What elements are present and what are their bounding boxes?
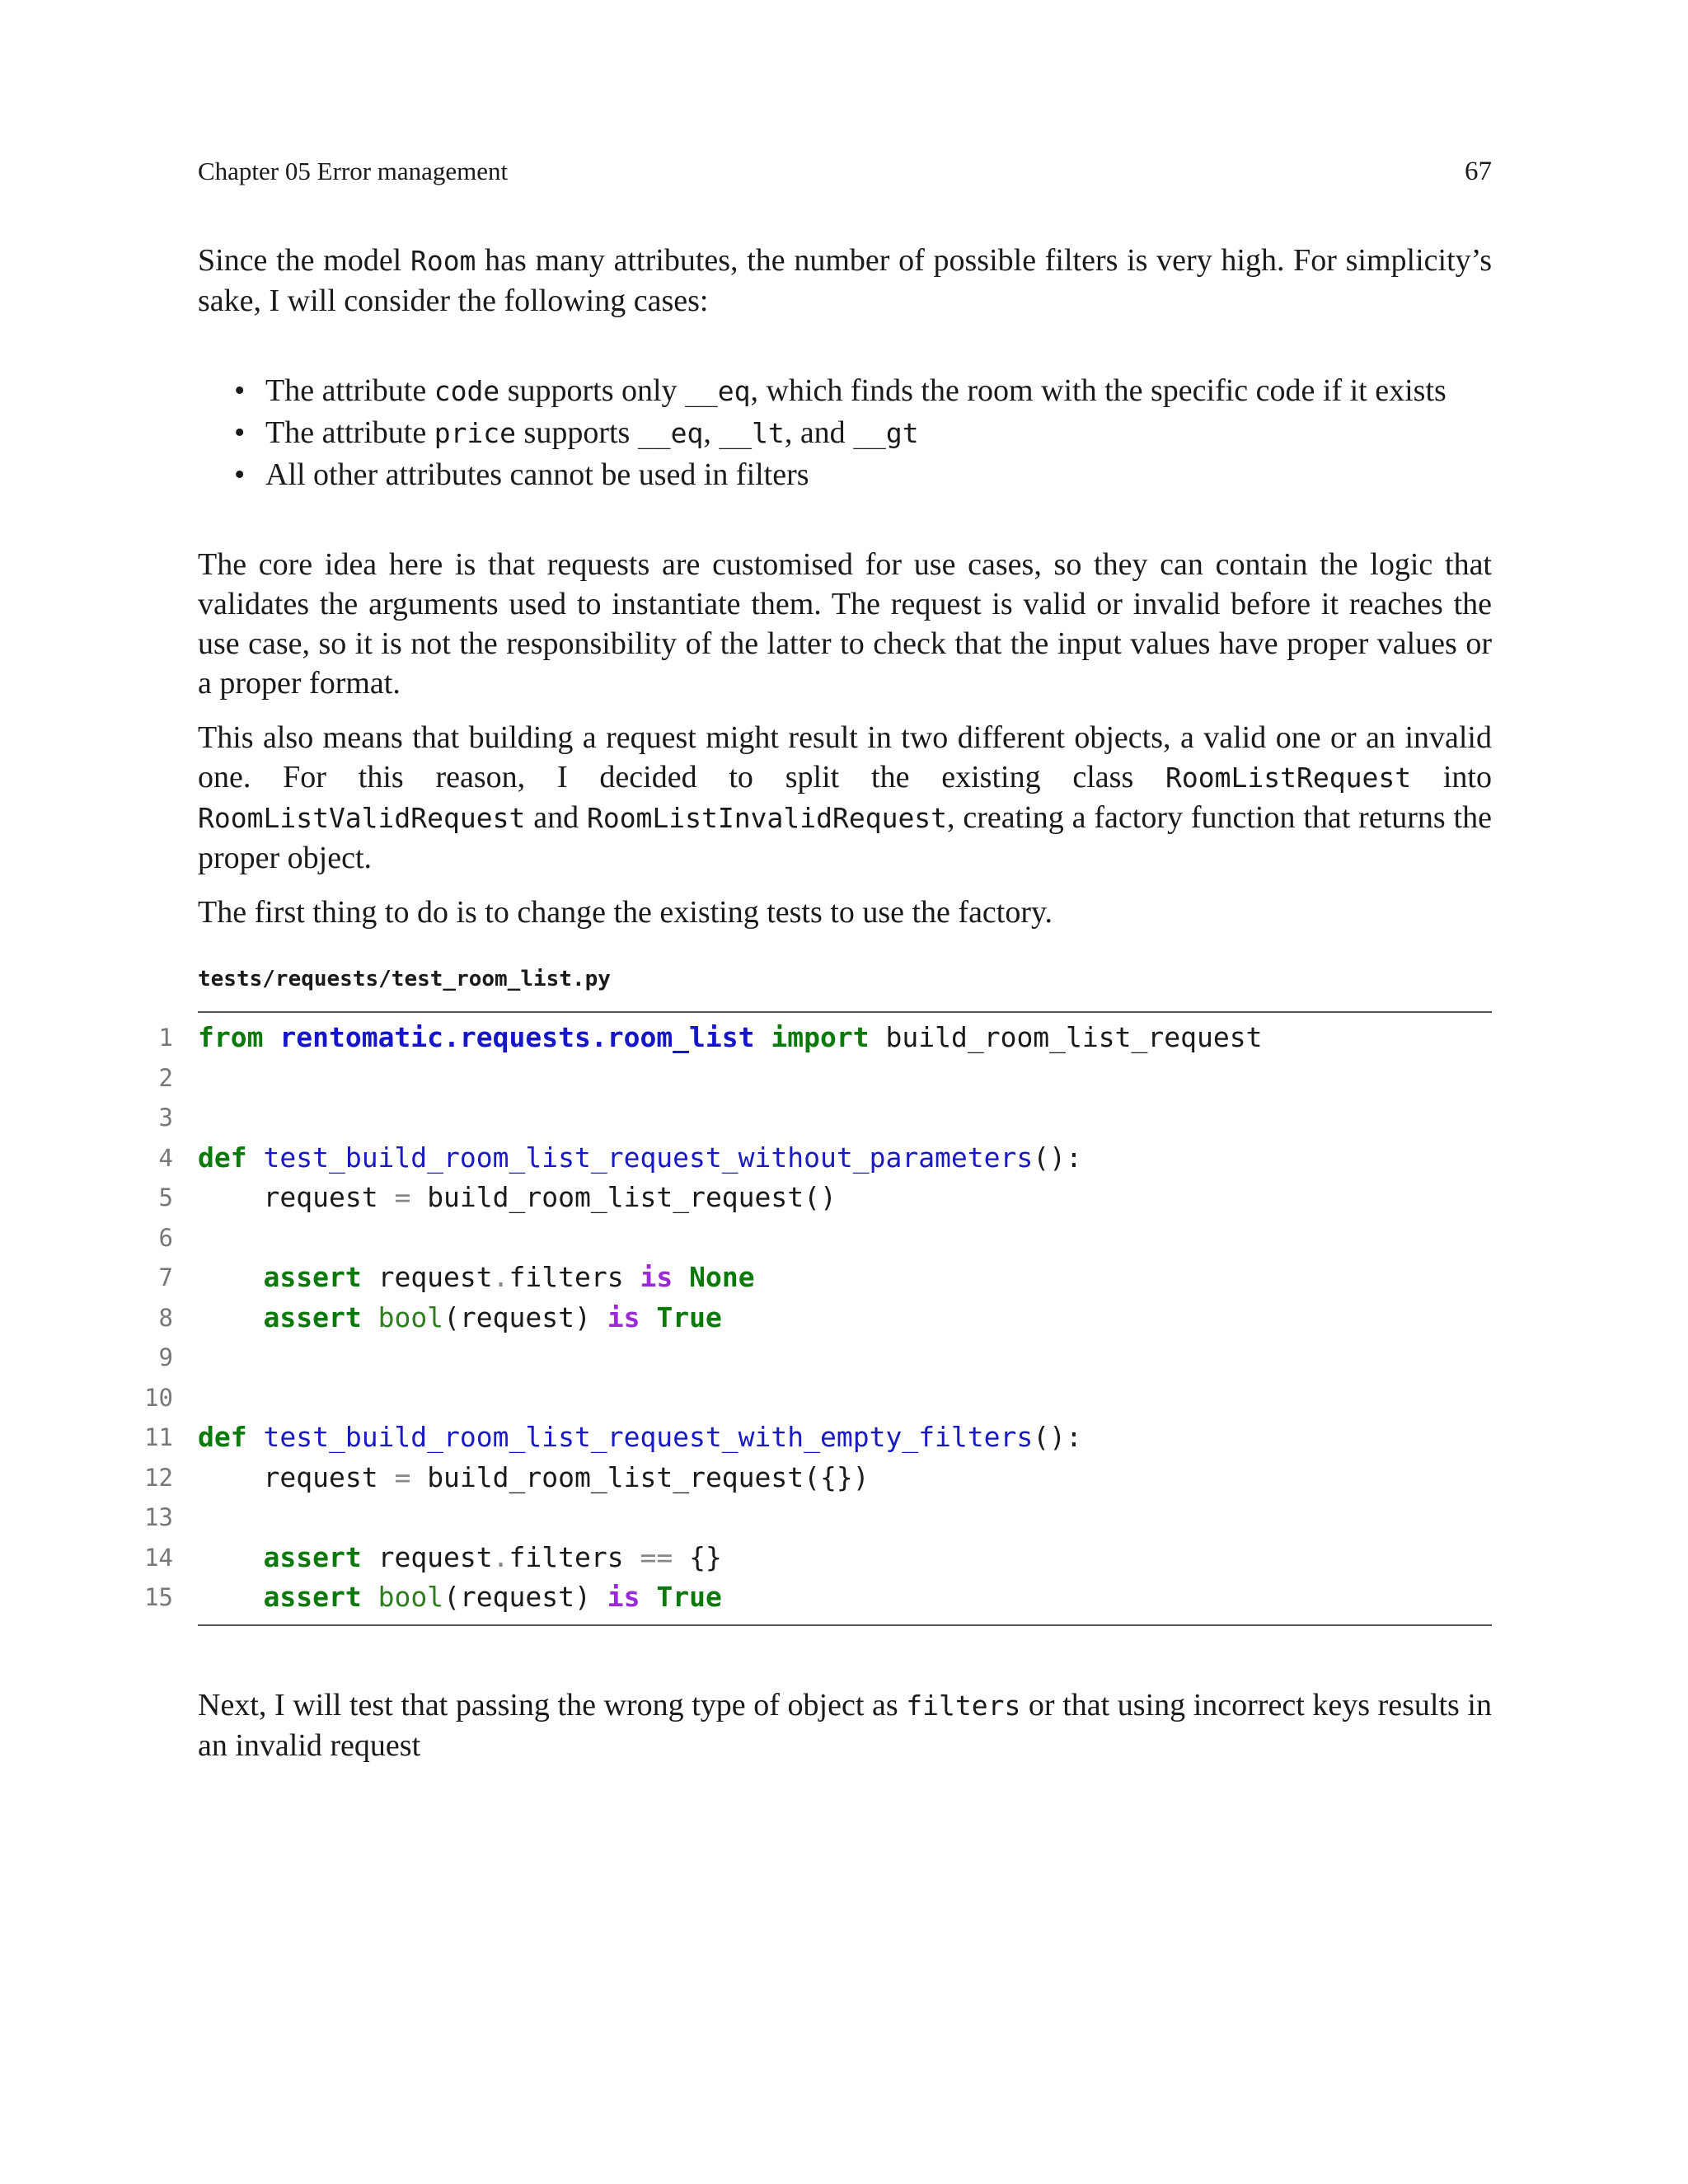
code-args: (request) bbox=[443, 1581, 591, 1613]
code-line bbox=[158, 1098, 1492, 1138]
body-text bbox=[144, 241, 1492, 1765]
list-item-text: , which finds the room with the specific code if it exists bbox=[750, 373, 1447, 408]
code-operator: is bbox=[607, 1301, 640, 1333]
code-name: filters bbox=[509, 1540, 624, 1573]
inline-code: __lt bbox=[719, 417, 785, 449]
line-number: 1 bbox=[158, 1024, 173, 1052]
code-module: rentomatic.requests.room_list bbox=[279, 1021, 755, 1053]
code-keyword: from bbox=[198, 1021, 264, 1053]
inline-code: price bbox=[434, 417, 517, 449]
inline-code-room: Room bbox=[410, 245, 476, 277]
code-name: build_room_list_request bbox=[885, 1021, 1263, 1053]
next-step-paragraph bbox=[198, 1685, 1492, 1765]
code-line bbox=[144, 1577, 1492, 1618]
line-number: 8 bbox=[158, 1303, 173, 1332]
line-number: 9 bbox=[158, 1343, 173, 1371]
paragraph-text: This also means that building a request might result in two different objects, a valid one or an invalid one. For this reason, I decided to split the existing class bbox=[198, 720, 1492, 794]
code-line bbox=[144, 1458, 1492, 1498]
paragraph-text: into bbox=[1411, 760, 1492, 794]
paragraph-text: and bbox=[525, 800, 587, 835]
list-item bbox=[265, 412, 1492, 454]
line-number: 7 bbox=[158, 1263, 173, 1291]
code-line bbox=[158, 1018, 1492, 1058]
list-item-text: All other attributes cannot be used in filters bbox=[265, 457, 809, 492]
line-number: 4 bbox=[158, 1143, 173, 1172]
code-name: request bbox=[377, 1261, 493, 1293]
code-constant: None bbox=[689, 1261, 755, 1293]
factory-paragraph bbox=[198, 718, 1492, 878]
code-name: filters bbox=[509, 1261, 624, 1293]
list-item-text: supports bbox=[516, 415, 638, 450]
line-number: 12 bbox=[144, 1463, 173, 1492]
list-item-text: , and bbox=[784, 415, 854, 450]
code-punct: . bbox=[492, 1261, 509, 1293]
code-line bbox=[158, 1058, 1492, 1099]
code-keyword: import bbox=[771, 1021, 870, 1053]
code-builtin: bool bbox=[377, 1581, 444, 1613]
code-line bbox=[158, 1218, 1492, 1258]
line-number: 11 bbox=[144, 1423, 173, 1451]
code-name: request bbox=[263, 1460, 378, 1493]
list-item-text: , bbox=[703, 415, 720, 450]
document-page bbox=[144, 0, 1492, 2184]
code-keyword: def bbox=[198, 1141, 247, 1174]
filter-cases-list bbox=[198, 370, 1492, 495]
code-function-name: test_build_room_list_request_without_parameters bbox=[263, 1141, 1034, 1174]
code-keyword: assert bbox=[263, 1540, 362, 1573]
code-keyword: assert bbox=[263, 1301, 362, 1333]
code-punct: . bbox=[492, 1540, 509, 1573]
code-line bbox=[144, 1497, 1492, 1538]
line-number: 15 bbox=[144, 1583, 173, 1611]
inline-code: __eq bbox=[637, 417, 704, 449]
chapter-title: Chapter 05 Error management bbox=[198, 157, 509, 185]
line-number: 13 bbox=[144, 1503, 173, 1531]
intro-paragraph bbox=[198, 241, 1492, 321]
code-indent bbox=[198, 1541, 263, 1573]
intro-text-1: Since the model bbox=[198, 243, 410, 278]
code-line bbox=[144, 1418, 1492, 1458]
line-number: 10 bbox=[144, 1383, 173, 1412]
code-operator: = bbox=[394, 1460, 411, 1493]
list-item-text: The attribute bbox=[265, 415, 434, 450]
code-line bbox=[158, 1258, 1492, 1298]
code-keyword: assert bbox=[263, 1581, 362, 1613]
code-keyword: def bbox=[198, 1421, 247, 1453]
inline-code: __gt bbox=[853, 417, 919, 449]
list-item-text: The attribute bbox=[265, 373, 434, 408]
code-literal: {} bbox=[689, 1540, 722, 1573]
code-indent bbox=[198, 1261, 263, 1293]
inline-code-filters: filters bbox=[906, 1689, 1021, 1722]
list-item-text: supports only bbox=[499, 373, 686, 408]
code-indent bbox=[198, 1181, 263, 1213]
first-step-paragraph: The first thing to do is to change the existing tests to use the factory. bbox=[198, 895, 1053, 930]
code-indent bbox=[198, 1581, 263, 1613]
inline-code: __eq bbox=[685, 375, 751, 407]
code-line bbox=[158, 1138, 1492, 1179]
running-header bbox=[198, 157, 1492, 190]
page-number: 67 bbox=[1465, 157, 1492, 186]
line-number: 5 bbox=[158, 1183, 173, 1212]
code-operator: == bbox=[640, 1540, 673, 1573]
code-punct: (): bbox=[1033, 1141, 1082, 1174]
inline-code: RoomListValidRequest bbox=[198, 802, 526, 834]
code-indent bbox=[198, 1461, 263, 1493]
paragraph-text: or that using incorrect keys results in an invalid request bbox=[198, 1687, 1492, 1763]
line-number: 6 bbox=[158, 1223, 173, 1252]
code-block bbox=[144, 1011, 1492, 1626]
code-line bbox=[158, 1178, 1492, 1218]
code-line bbox=[144, 1538, 1492, 1578]
code-line bbox=[144, 1378, 1492, 1418]
code-indent bbox=[198, 1301, 263, 1333]
core-idea-paragraph: The core idea here is that requests are customised for use cases, so they can contain the logic that validates the arguments used to instantiate them. The request is valid or invalid before it reaches the use case, so it is not the responsibility of the latter to check that the input values have proper values or a proper format. bbox=[198, 547, 1492, 701]
code-constant: True bbox=[656, 1581, 722, 1613]
code-builtin: bool bbox=[377, 1301, 444, 1333]
list-item bbox=[265, 370, 1492, 412]
line-number: 14 bbox=[144, 1543, 173, 1572]
code-constant: True bbox=[656, 1301, 722, 1333]
list-item bbox=[265, 454, 1492, 495]
inline-code: RoomListInvalidRequest bbox=[586, 802, 948, 834]
code-keyword: assert bbox=[263, 1261, 362, 1293]
code-line bbox=[158, 1338, 1492, 1378]
inline-code: code bbox=[434, 375, 500, 407]
code-call: build_room_list_request() bbox=[427, 1181, 837, 1213]
code-punct: (): bbox=[1033, 1421, 1082, 1453]
inline-code: RoomListRequest bbox=[1165, 762, 1412, 794]
intro-text-2: has many attributes, the number of possible filters is very high. For simplicity’s sake, I will consider the following cases: bbox=[198, 243, 1492, 318]
code-function-name: test_build_room_list_request_with_empty_filters bbox=[263, 1421, 1034, 1453]
paragraph-text: , creating a factory function that returns the proper object. bbox=[198, 800, 1492, 875]
code-operator: = bbox=[394, 1181, 411, 1213]
code-line bbox=[158, 1298, 1492, 1338]
code-name: request bbox=[377, 1540, 493, 1573]
code-filename: tests/requests/test_room_list.py bbox=[198, 967, 611, 991]
code-operator: is bbox=[640, 1261, 673, 1293]
line-number: 3 bbox=[158, 1104, 173, 1132]
code-name: request bbox=[263, 1181, 378, 1213]
code-args: (request) bbox=[443, 1301, 591, 1333]
line-number: 2 bbox=[158, 1063, 173, 1092]
code-call: build_room_list_request({}) bbox=[427, 1460, 870, 1493]
code-operator: is bbox=[607, 1581, 640, 1613]
paragraph-text: Next, I will test that passing the wrong type of object as bbox=[198, 1687, 907, 1722]
